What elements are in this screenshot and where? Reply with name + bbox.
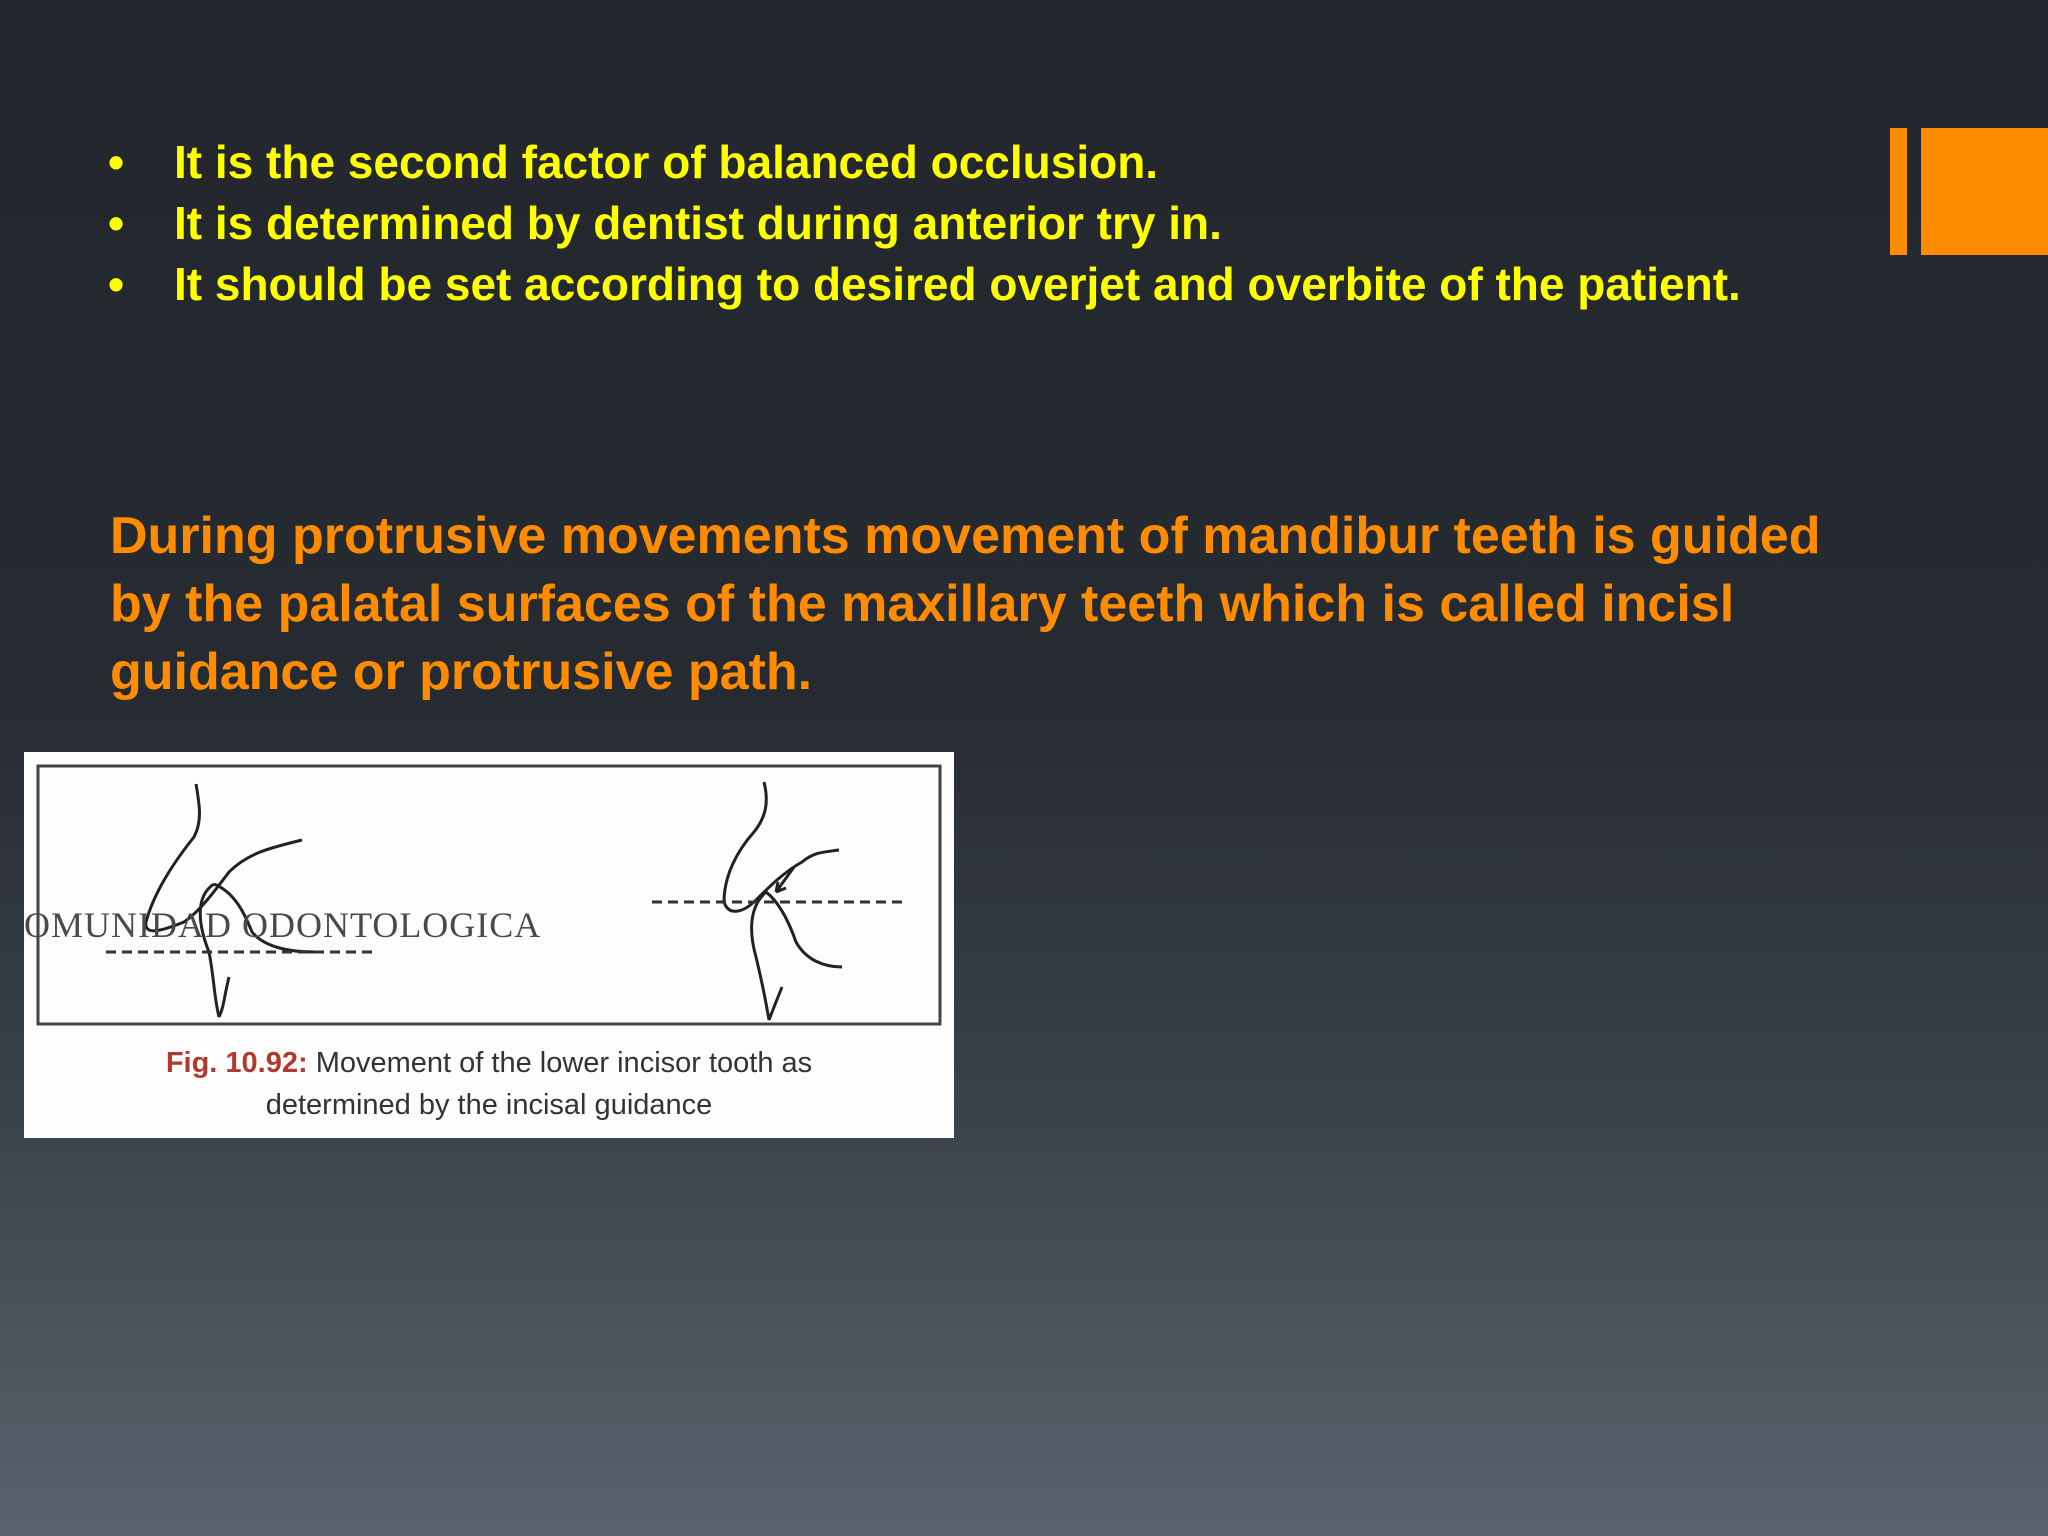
caption-line-1: Movement of the lower incisor tooth as [315,1047,813,1079]
bullet-item [108,254,1788,315]
bullet-dot: • [108,136,125,188]
accent-bar-thick [1921,128,2048,255]
bullet-list [108,132,1788,315]
bullet-text: It is the second factor of balanced occlusion. [174,136,1159,188]
accent-bar-thin [1890,128,1907,255]
figure-caption [24,1042,954,1126]
bullet-item [108,193,1788,254]
watermark-text: OMUNIDAD ODONTOLOGICA [24,905,542,945]
bullet-dot: • [108,258,125,310]
bullet-text: It should be set according to desired overjet and overbite of the patient. [174,258,1741,310]
bullet-dot: • [108,197,125,249]
diagram-frame [38,766,940,1024]
definition-paragraph: During protrusive movements movement of mandibur teeth is guided by the palatal surfaces of the maxillary teeth which is called incisl guidance or protrusive path. [110,507,1821,701]
caption-line-2: determined by the incisal guidance [265,1089,713,1121]
bullet-item [108,132,1788,193]
bullet-text: It is determined by dentist during anterior try in. [174,197,1222,249]
upper-incisor-right [724,782,839,911]
tooth-diagram [24,752,954,1042]
incisal-guidance-figure [24,752,954,1138]
lower-incisor-right [752,892,842,1020]
figure-label: Fig. 10.92: [165,1047,308,1079]
